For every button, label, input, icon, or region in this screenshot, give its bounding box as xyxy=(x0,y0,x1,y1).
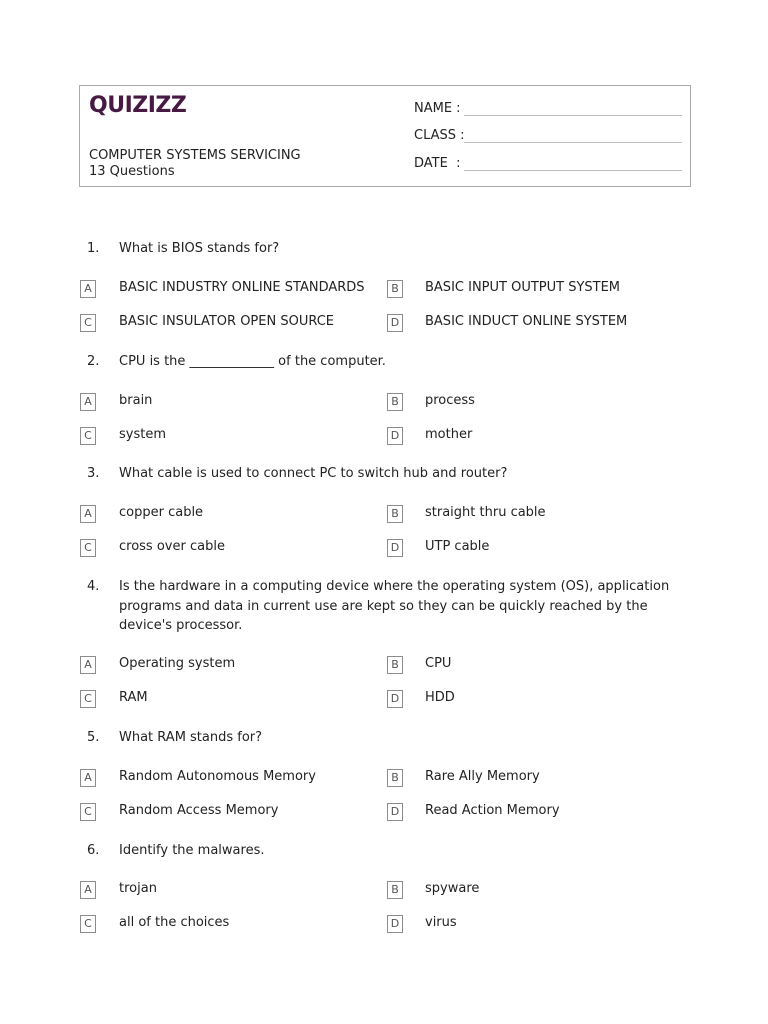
option-letter-box[interactable]: A xyxy=(80,280,96,298)
question-count: 13 Questions xyxy=(89,164,175,179)
question-number: 4. xyxy=(87,579,100,594)
option-letter-box[interactable]: D xyxy=(387,915,403,933)
question-text: Identify the malwares. xyxy=(119,843,265,858)
option-text: spyware xyxy=(425,881,480,896)
name-field[interactable] xyxy=(414,101,682,116)
question-number: 2. xyxy=(87,354,100,369)
option-text: CPU xyxy=(425,656,452,671)
question-text: CPU is the _____________ of the computer. xyxy=(119,354,386,369)
option-text: Random Access Memory xyxy=(119,803,279,818)
option-text: process xyxy=(425,393,475,408)
option-text: BASIC INPUT OUTPUT SYSTEM xyxy=(425,280,621,295)
option-text: mother xyxy=(425,427,473,442)
option-letter-box[interactable]: D xyxy=(387,539,403,557)
option-letter-box[interactable]: C xyxy=(80,803,96,821)
option-letter-box[interactable]: B xyxy=(387,656,403,674)
class-label: CLASS : xyxy=(414,128,465,143)
question-number: 3. xyxy=(87,466,100,481)
option-letter-box[interactable]: D xyxy=(387,427,403,445)
option-letter-box[interactable]: B xyxy=(387,769,403,787)
option-text: brain xyxy=(119,393,153,408)
option-text: BASIC INSULATOR OPEN SOURCE xyxy=(119,314,335,329)
worksheet-header xyxy=(79,85,691,187)
option-letter-box[interactable]: C xyxy=(80,427,96,445)
date-field[interactable] xyxy=(414,156,682,171)
option-text: virus xyxy=(425,915,457,930)
name-line[interactable] xyxy=(464,101,682,116)
option-text: all of the choices xyxy=(119,915,230,930)
question-text: What RAM stands for? xyxy=(119,730,263,745)
class-field[interactable] xyxy=(414,128,682,143)
option-letter-box[interactable]: A xyxy=(80,769,96,787)
option-text: Random Autonomous Memory xyxy=(119,769,316,784)
quizizz-logo: QUIZIZZ xyxy=(89,93,187,118)
option-text: Read Action Memory xyxy=(425,803,560,818)
option-text: Operating system xyxy=(119,656,236,671)
option-letter-box[interactable]: D xyxy=(387,690,403,708)
option-letter-box[interactable]: B xyxy=(387,881,403,899)
option-letter-box[interactable]: A xyxy=(80,505,96,523)
option-letter-box[interactable]: C xyxy=(80,314,96,332)
question-text: What is BIOS stands for? xyxy=(119,241,280,256)
option-letter-box[interactable]: A xyxy=(80,656,96,674)
option-letter-box[interactable]: C xyxy=(80,915,96,933)
question-text: What cable is used to connect PC to switch hub and router? xyxy=(119,466,508,481)
option-text: UTP cable xyxy=(425,539,490,554)
option-letter-box[interactable]: B xyxy=(387,505,403,523)
option-letter-box[interactable]: B xyxy=(387,393,403,411)
option-letter-box[interactable]: C xyxy=(80,690,96,708)
option-text: BASIC INDUCT ONLINE SYSTEM xyxy=(425,314,628,329)
option-text: straight thru cable xyxy=(425,505,546,520)
option-text: HDD xyxy=(425,690,455,705)
option-letter-box[interactable]: C xyxy=(80,539,96,557)
option-letter-box[interactable]: A xyxy=(80,881,96,899)
date-line[interactable] xyxy=(464,156,682,171)
worksheet-title: COMPUTER SYSTEMS SERVICING xyxy=(89,148,301,163)
option-letter-box[interactable]: A xyxy=(80,393,96,411)
option-text: RAM xyxy=(119,690,148,705)
option-text: system xyxy=(119,427,166,442)
option-letter-box[interactable]: D xyxy=(387,803,403,821)
date-label: DATE : xyxy=(414,156,461,171)
class-line[interactable] xyxy=(464,128,682,143)
name-label: NAME : xyxy=(414,101,461,116)
question-number: 6. xyxy=(87,843,100,858)
option-text: copper cable xyxy=(119,505,204,520)
question-number: 1. xyxy=(87,241,100,256)
option-letter-box[interactable]: D xyxy=(387,314,403,332)
question-text: Is the hardware in a computing device where the operating system (OS), application programs and data in current use are kept so they can be quickly reached by the device's processor. xyxy=(119,579,670,633)
option-text: Rare Ally Memory xyxy=(425,769,540,784)
option-text: cross over cable xyxy=(119,539,225,554)
option-text: trojan xyxy=(119,881,157,896)
option-text: BASIC INDUSTRY ONLINE STANDARDS xyxy=(119,280,365,295)
option-letter-box[interactable]: B xyxy=(387,280,403,298)
question-number: 5. xyxy=(87,730,100,745)
